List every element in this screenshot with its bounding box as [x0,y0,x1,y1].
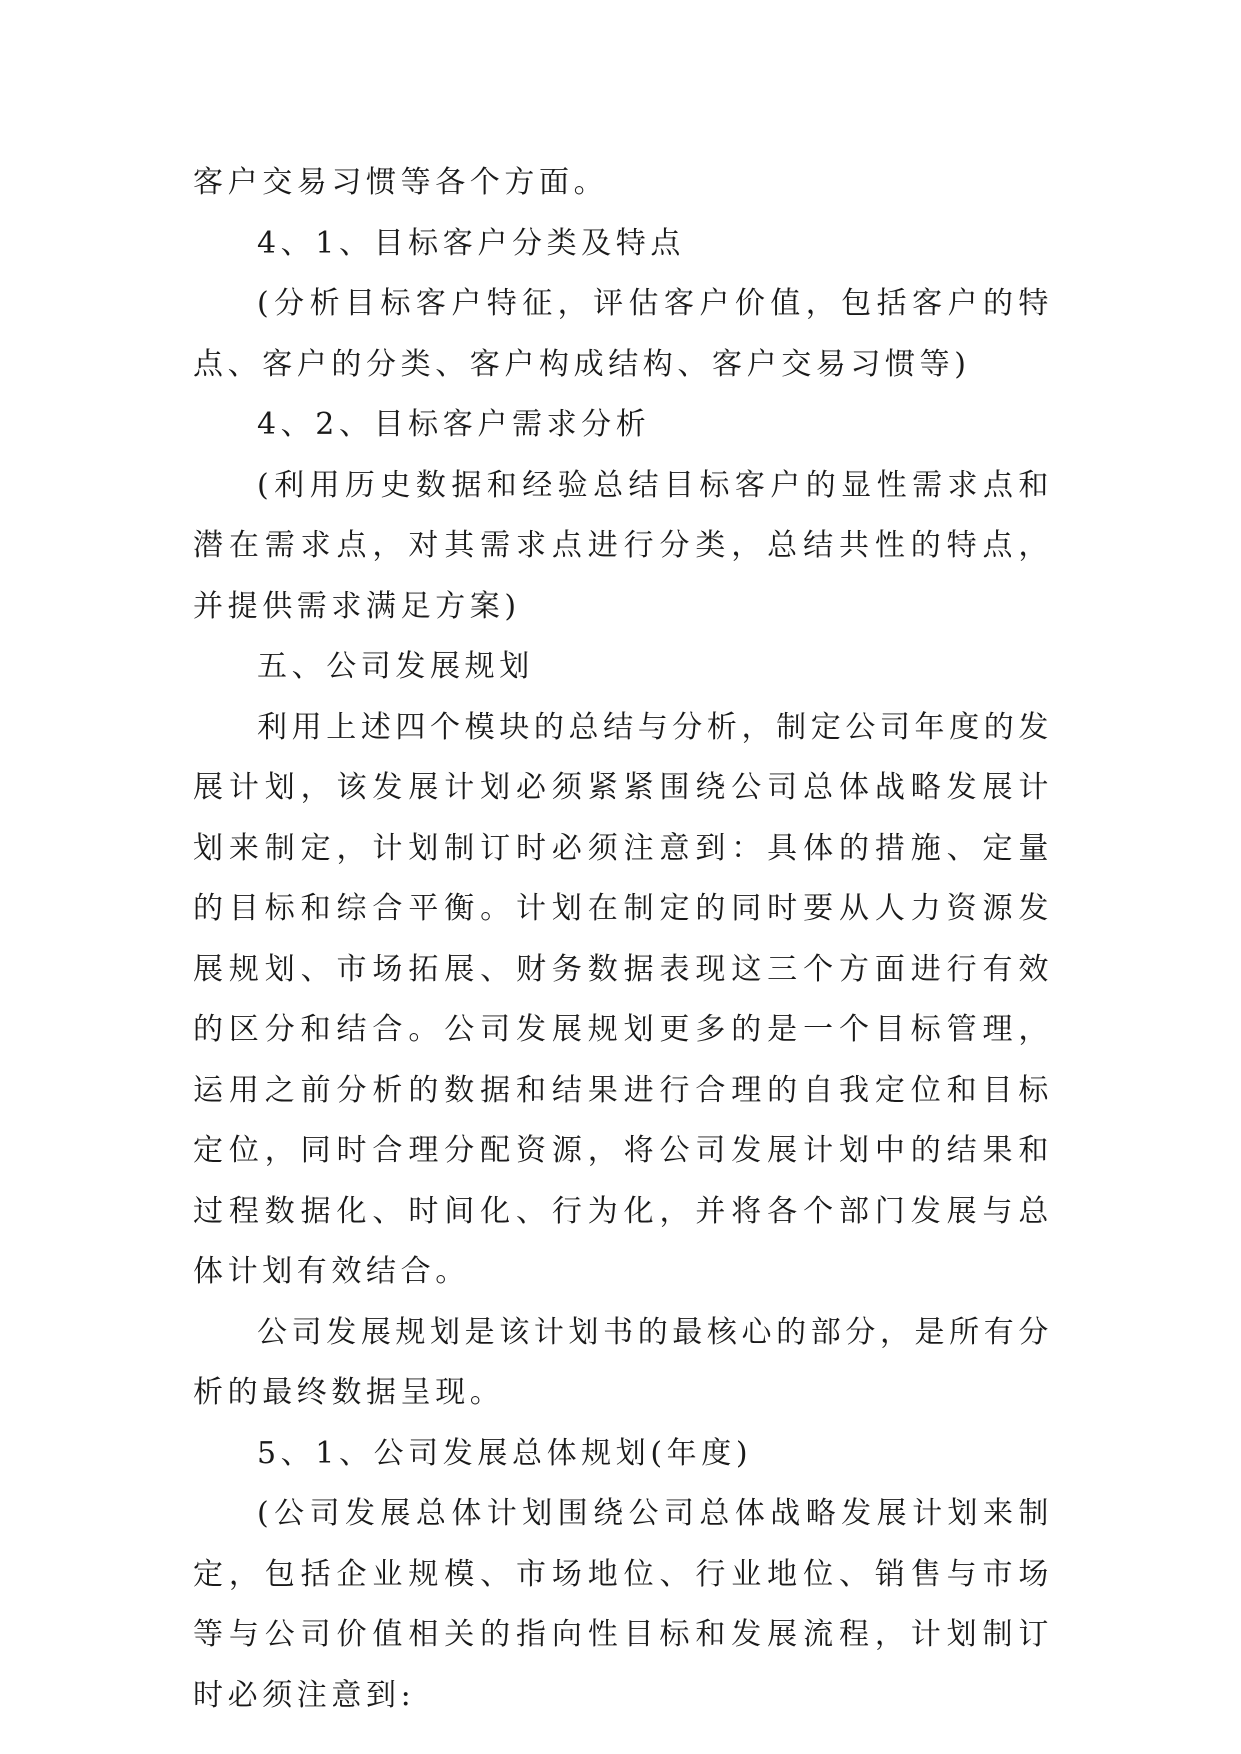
document-body [193,153,1053,1726]
heading-section-5: 五、公司发展规划 [257,649,534,684]
paragraph-4-1-note: (分析目标客户特征，评估客户价值，包括客户的特点、客户的分类、客户构成结构、客户交易习惯等) [193,286,1053,382]
heading-4-1: 4、1、目标客户分类及特点 [257,225,685,261]
paragraph-section-5-summary: 公司发展规划是该计划书的最核心的部分，是所有分析的最终数据呈现。 [193,1314,1053,1410]
paragraph-5-1-note: (公司发展总体计划围绕公司总体战略发展计划来制定，包括企业规模、市场地位、行业地位、销售与市场等与公司价值相关的指向性目标和发展流程，计划制订时必须注意到: [193,1496,1053,1713]
paragraph-4-2-note: (利用历史数据和经验总结目标客户的显性需求点和潜在需求点，对其需求点进行分类，总结共性的特点，并提供需求满足方案) [193,467,1053,624]
paragraph-continuation: 客户交易习惯等各个方面。 [193,165,609,200]
heading-5-1: 5、1、公司发展总体规划(年度) [257,1435,753,1471]
heading-4-2: 4、2、目标客户需求分析 [257,407,651,442]
paragraph-section-5-body: 利用上述四个模块的总结与分析，制定公司年度的发展计划，该发展计划必须紧紧围绕公司总体战略发展计划来制定，计划制订时必须注意到：具体的措施、定量的目标和综合平衡。计划在制定的同时要从人力资源发展规划、市场拓展、财务数据表现这三个方面进行有效的区分和结合。公司发展规划更多的是一个目标管理，运用之前分析的数据和结果进行合理的自我定位和目标定位，同时合理分配资源，将公司发展计划中的结果和过程数据化、时间化、行为化，并将各个部门发展与总体计划有效结合。 [193,709,1053,1289]
